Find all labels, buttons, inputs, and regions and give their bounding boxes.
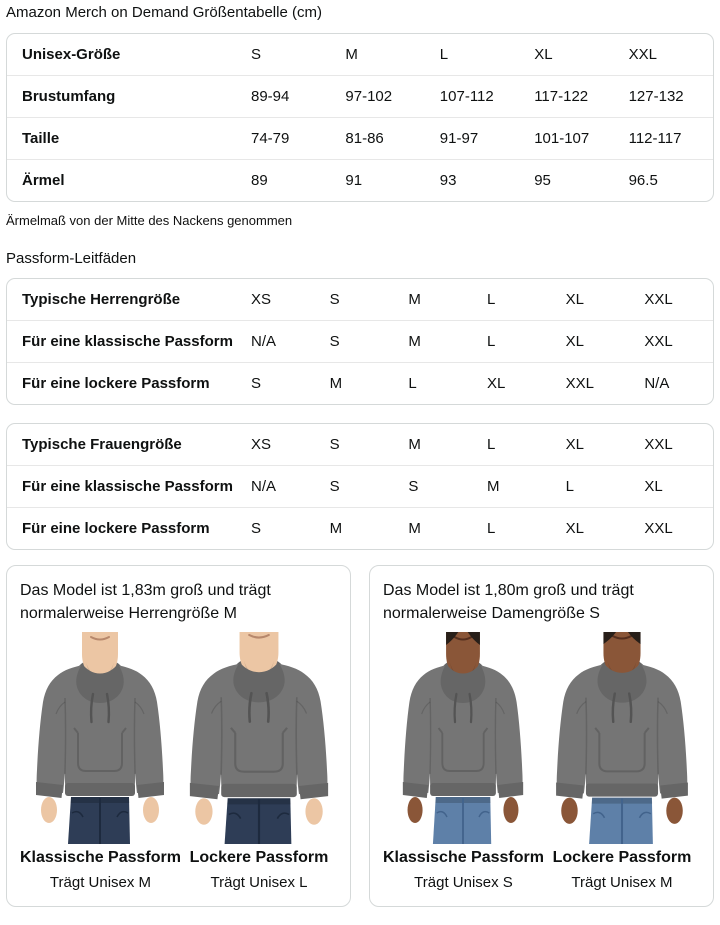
female-loose-fit-photo xyxy=(547,632,697,844)
cell: S xyxy=(408,478,419,495)
women-fit-table xyxy=(6,423,714,550)
model-cards xyxy=(6,565,714,907)
wears-size-label: Trägt Unisex S xyxy=(414,874,513,891)
cell: 97-102 xyxy=(345,88,393,105)
column-header: XXL xyxy=(628,46,657,63)
cell: XXL xyxy=(565,375,595,392)
cell: M xyxy=(408,520,421,537)
male-classic-fit-photo xyxy=(25,632,175,844)
column-header: L xyxy=(439,46,449,63)
fit-label: Lockere Passform xyxy=(189,849,329,866)
row-label: Typische Herrengröße xyxy=(22,291,181,308)
cell: N/A xyxy=(251,333,277,350)
cell: M xyxy=(329,520,343,537)
cell: XXL xyxy=(644,520,673,537)
model-figures xyxy=(20,632,337,891)
cell: XL xyxy=(565,436,585,453)
model-card-heading: Das Model ist 1,80m groß und trägt normalerweise Damengröße S xyxy=(383,582,634,622)
row-label: Für eine klassische Passform xyxy=(22,333,233,350)
row-label: Für eine klassische Passform xyxy=(22,478,233,495)
cell: N/A xyxy=(251,478,277,495)
cell: M xyxy=(486,478,500,495)
wears-size-label: Trägt Unisex M xyxy=(571,874,673,891)
cell: L xyxy=(408,375,417,392)
model-card-heading: Das Model ist 1,83m groß und trägt normalerweise Herrengröße M xyxy=(20,582,271,622)
row-label: Für eine lockere Passform xyxy=(22,520,210,537)
cell: 117-122 xyxy=(534,88,589,105)
cell: L xyxy=(486,520,496,537)
cell: XL xyxy=(644,478,663,495)
cell: 91-97 xyxy=(439,130,479,147)
table-header-row xyxy=(7,34,713,75)
classic-fit-figure xyxy=(383,632,544,891)
unisex-size-table xyxy=(6,33,714,202)
model-figures xyxy=(383,632,700,891)
row-label: Unisex-Größe xyxy=(22,46,121,63)
cell: S xyxy=(251,375,262,392)
cell: L xyxy=(486,436,496,453)
column-header: M xyxy=(345,46,358,63)
cell: 93 xyxy=(439,172,457,189)
cell: XL xyxy=(565,333,585,350)
cell: L xyxy=(486,291,496,308)
cell: M xyxy=(408,291,421,308)
cell: XXL xyxy=(644,436,673,453)
cell: L xyxy=(565,478,574,495)
fit-label: Klassische Passform xyxy=(20,849,181,866)
table-row xyxy=(7,507,713,549)
spacer xyxy=(6,405,714,423)
cell: M xyxy=(408,333,421,350)
cell: 95 xyxy=(534,172,551,189)
cell: XS xyxy=(251,436,272,453)
fit-guides-title: Passform-Leitfäden xyxy=(6,250,137,267)
cell: 89-94 xyxy=(251,88,290,105)
cell: S xyxy=(329,333,340,350)
wears-size-label: Trägt Unisex L xyxy=(210,874,308,891)
cell: N/A xyxy=(644,375,670,392)
male-model-card xyxy=(6,565,351,907)
table-row xyxy=(7,159,713,201)
cell: 74-79 xyxy=(251,130,290,147)
table-row xyxy=(7,279,713,320)
table-row xyxy=(7,465,713,507)
column-header: S xyxy=(251,46,262,63)
cell: 96.5 xyxy=(628,172,658,189)
men-fit-table xyxy=(6,278,714,405)
fit-label: Klassische Passform xyxy=(383,849,544,866)
sleeve-measure-note: Ärmelmaß von der Mitte des Nackens genommen xyxy=(6,213,293,228)
table-row xyxy=(7,320,713,362)
cell: S xyxy=(329,436,340,453)
page-title: Amazon Merch on Demand Größentabelle (cm) xyxy=(6,4,322,21)
cell: 81-86 xyxy=(345,130,384,147)
wears-size-label: Trägt Unisex M xyxy=(49,874,152,891)
loose-fit-figure xyxy=(181,632,337,891)
cell: 112-117 xyxy=(628,130,682,147)
table-row xyxy=(7,424,713,465)
cell: XL xyxy=(486,375,506,392)
row-label: Ärmel xyxy=(22,172,65,189)
row-label: Für eine lockere Passform xyxy=(22,375,210,392)
row-label: Typische Frauengröße xyxy=(22,436,182,453)
cell: XL xyxy=(565,520,585,537)
row-label: Taille xyxy=(22,130,60,147)
row-label: Brustumfang xyxy=(22,88,116,105)
male-loose-fit-photo xyxy=(184,632,334,844)
cell: 101-107 xyxy=(534,130,590,147)
table-row xyxy=(7,75,713,117)
cell: M xyxy=(329,375,343,392)
classic-fit-figure xyxy=(20,632,181,891)
cell: L xyxy=(486,333,496,350)
table-row xyxy=(7,362,713,404)
female-model-card xyxy=(369,565,714,907)
cell: XXL xyxy=(644,333,673,350)
loose-fit-figure xyxy=(544,632,700,891)
column-header: XL xyxy=(534,46,553,63)
cell: 107-112 xyxy=(439,88,494,105)
cell: XS xyxy=(251,291,272,308)
cell: S xyxy=(329,291,340,308)
cell: XL xyxy=(565,291,585,308)
cell: 91 xyxy=(345,172,363,189)
cell: S xyxy=(251,520,262,537)
cell: 89 xyxy=(251,172,268,189)
table-row xyxy=(7,117,713,159)
cell: XXL xyxy=(644,291,673,308)
cell: 127-132 xyxy=(628,88,684,105)
fit-label: Lockere Passform xyxy=(552,849,692,866)
cell: S xyxy=(329,478,340,495)
female-classic-fit-photo xyxy=(388,632,538,844)
cell: M xyxy=(408,436,421,453)
